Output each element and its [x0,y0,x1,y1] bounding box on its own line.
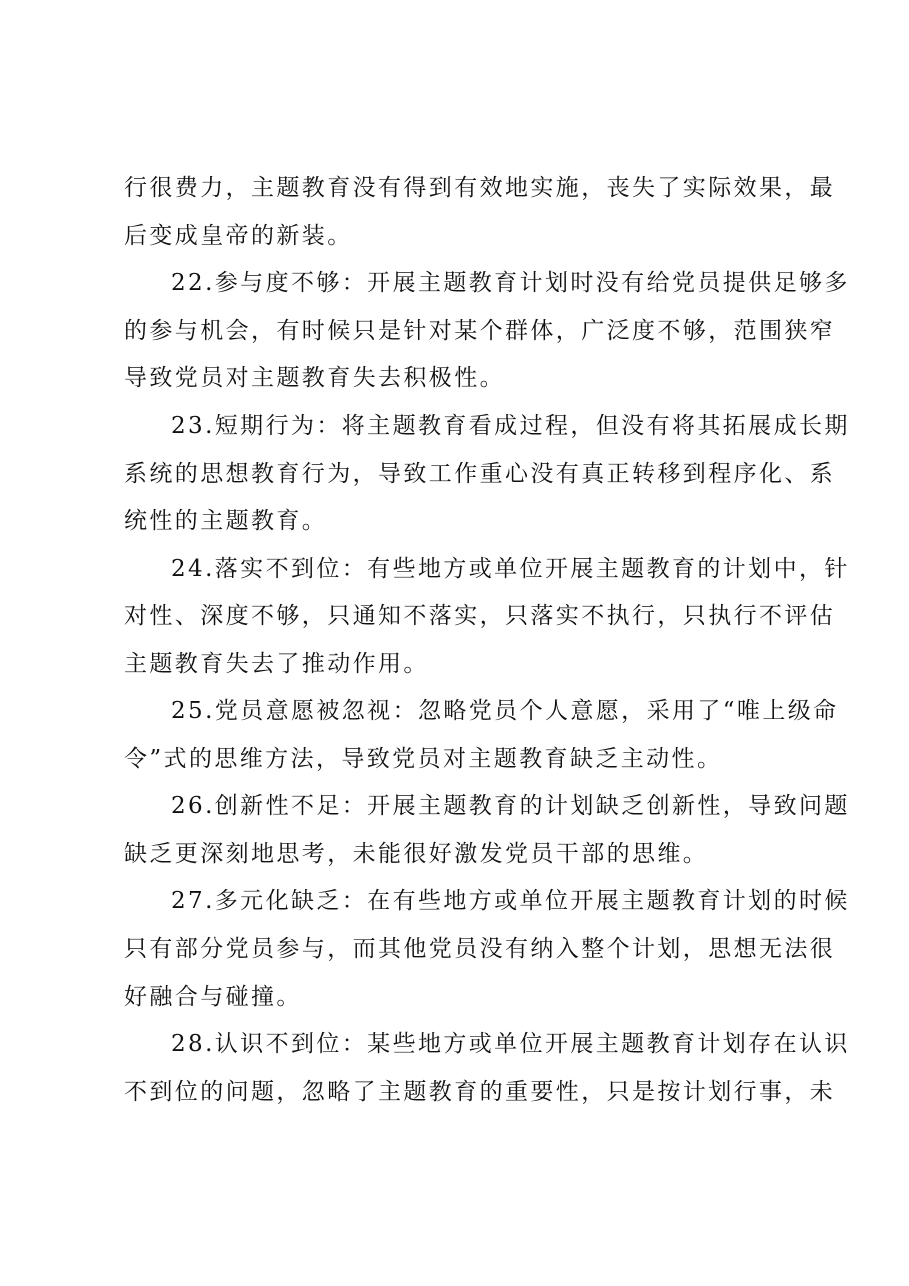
text-line: 导致党员对主题教育失去积极性。 [124,365,505,391]
item-27-line: 27.多元化缺乏：在有些地方或单位开展主题教育计划的时候 [171,888,850,914]
text-line: 的参与机会，有时候只是针对某个群体，广泛度不够，范围狭窄 [124,318,836,344]
item-22-line: 22.参与度不够：开展主题教育计划时没有给党员提供足够多 [171,270,850,296]
text-line: 后变成皇帝的新装。 [124,223,353,249]
item-25-line: 25.党员意愿被忽视：忽略党员个人意愿，采用了“唯上级命 [171,698,839,724]
item-28-line: 28.认识不到位：某些地方或单位开展主题教育计划存在认识 [171,1031,850,1057]
item-24-line: 24.落实不到位：有些地方或单位开展主题教育的计划中，针 [171,556,850,582]
text-line: 不到位的问题，忽略了主题教育的重要性，只是按计划行事，未 [124,1079,836,1105]
text-line: 主题教育失去了推动作用。 [124,651,429,677]
text-line: 行很费力，主题教育没有得到有效地实施，丧失了实际效果，最 [124,175,836,201]
text-line: 好融合与碰撞。 [124,984,302,1010]
text-line: 统性的主题教育。 [124,508,328,534]
text-line: 系统的思想教育行为，导致工作重心没有真正转移到程序化、系 [124,461,836,487]
text-line: 只有部分党员参与，而其他党员没有纳入整个计划，思想无法很 [124,936,836,962]
text-line: 对性、深度不够，只通知不落实，只落实不执行，只执行不评估 [124,603,836,629]
item-23-line: 23.短期行为：将主题教育看成过程，但没有将其拓展成长期 [171,413,850,439]
item-26-line: 26.创新性不足：开展主题教育的计划缺乏创新性，导致问题 [171,793,850,819]
text-line: 缺乏更深刻地思考，未能很好激发党员干部的思维。 [124,841,709,867]
text-line: 令”式的思维方法，导致党员对主题教育缺乏主动性。 [124,746,723,772]
